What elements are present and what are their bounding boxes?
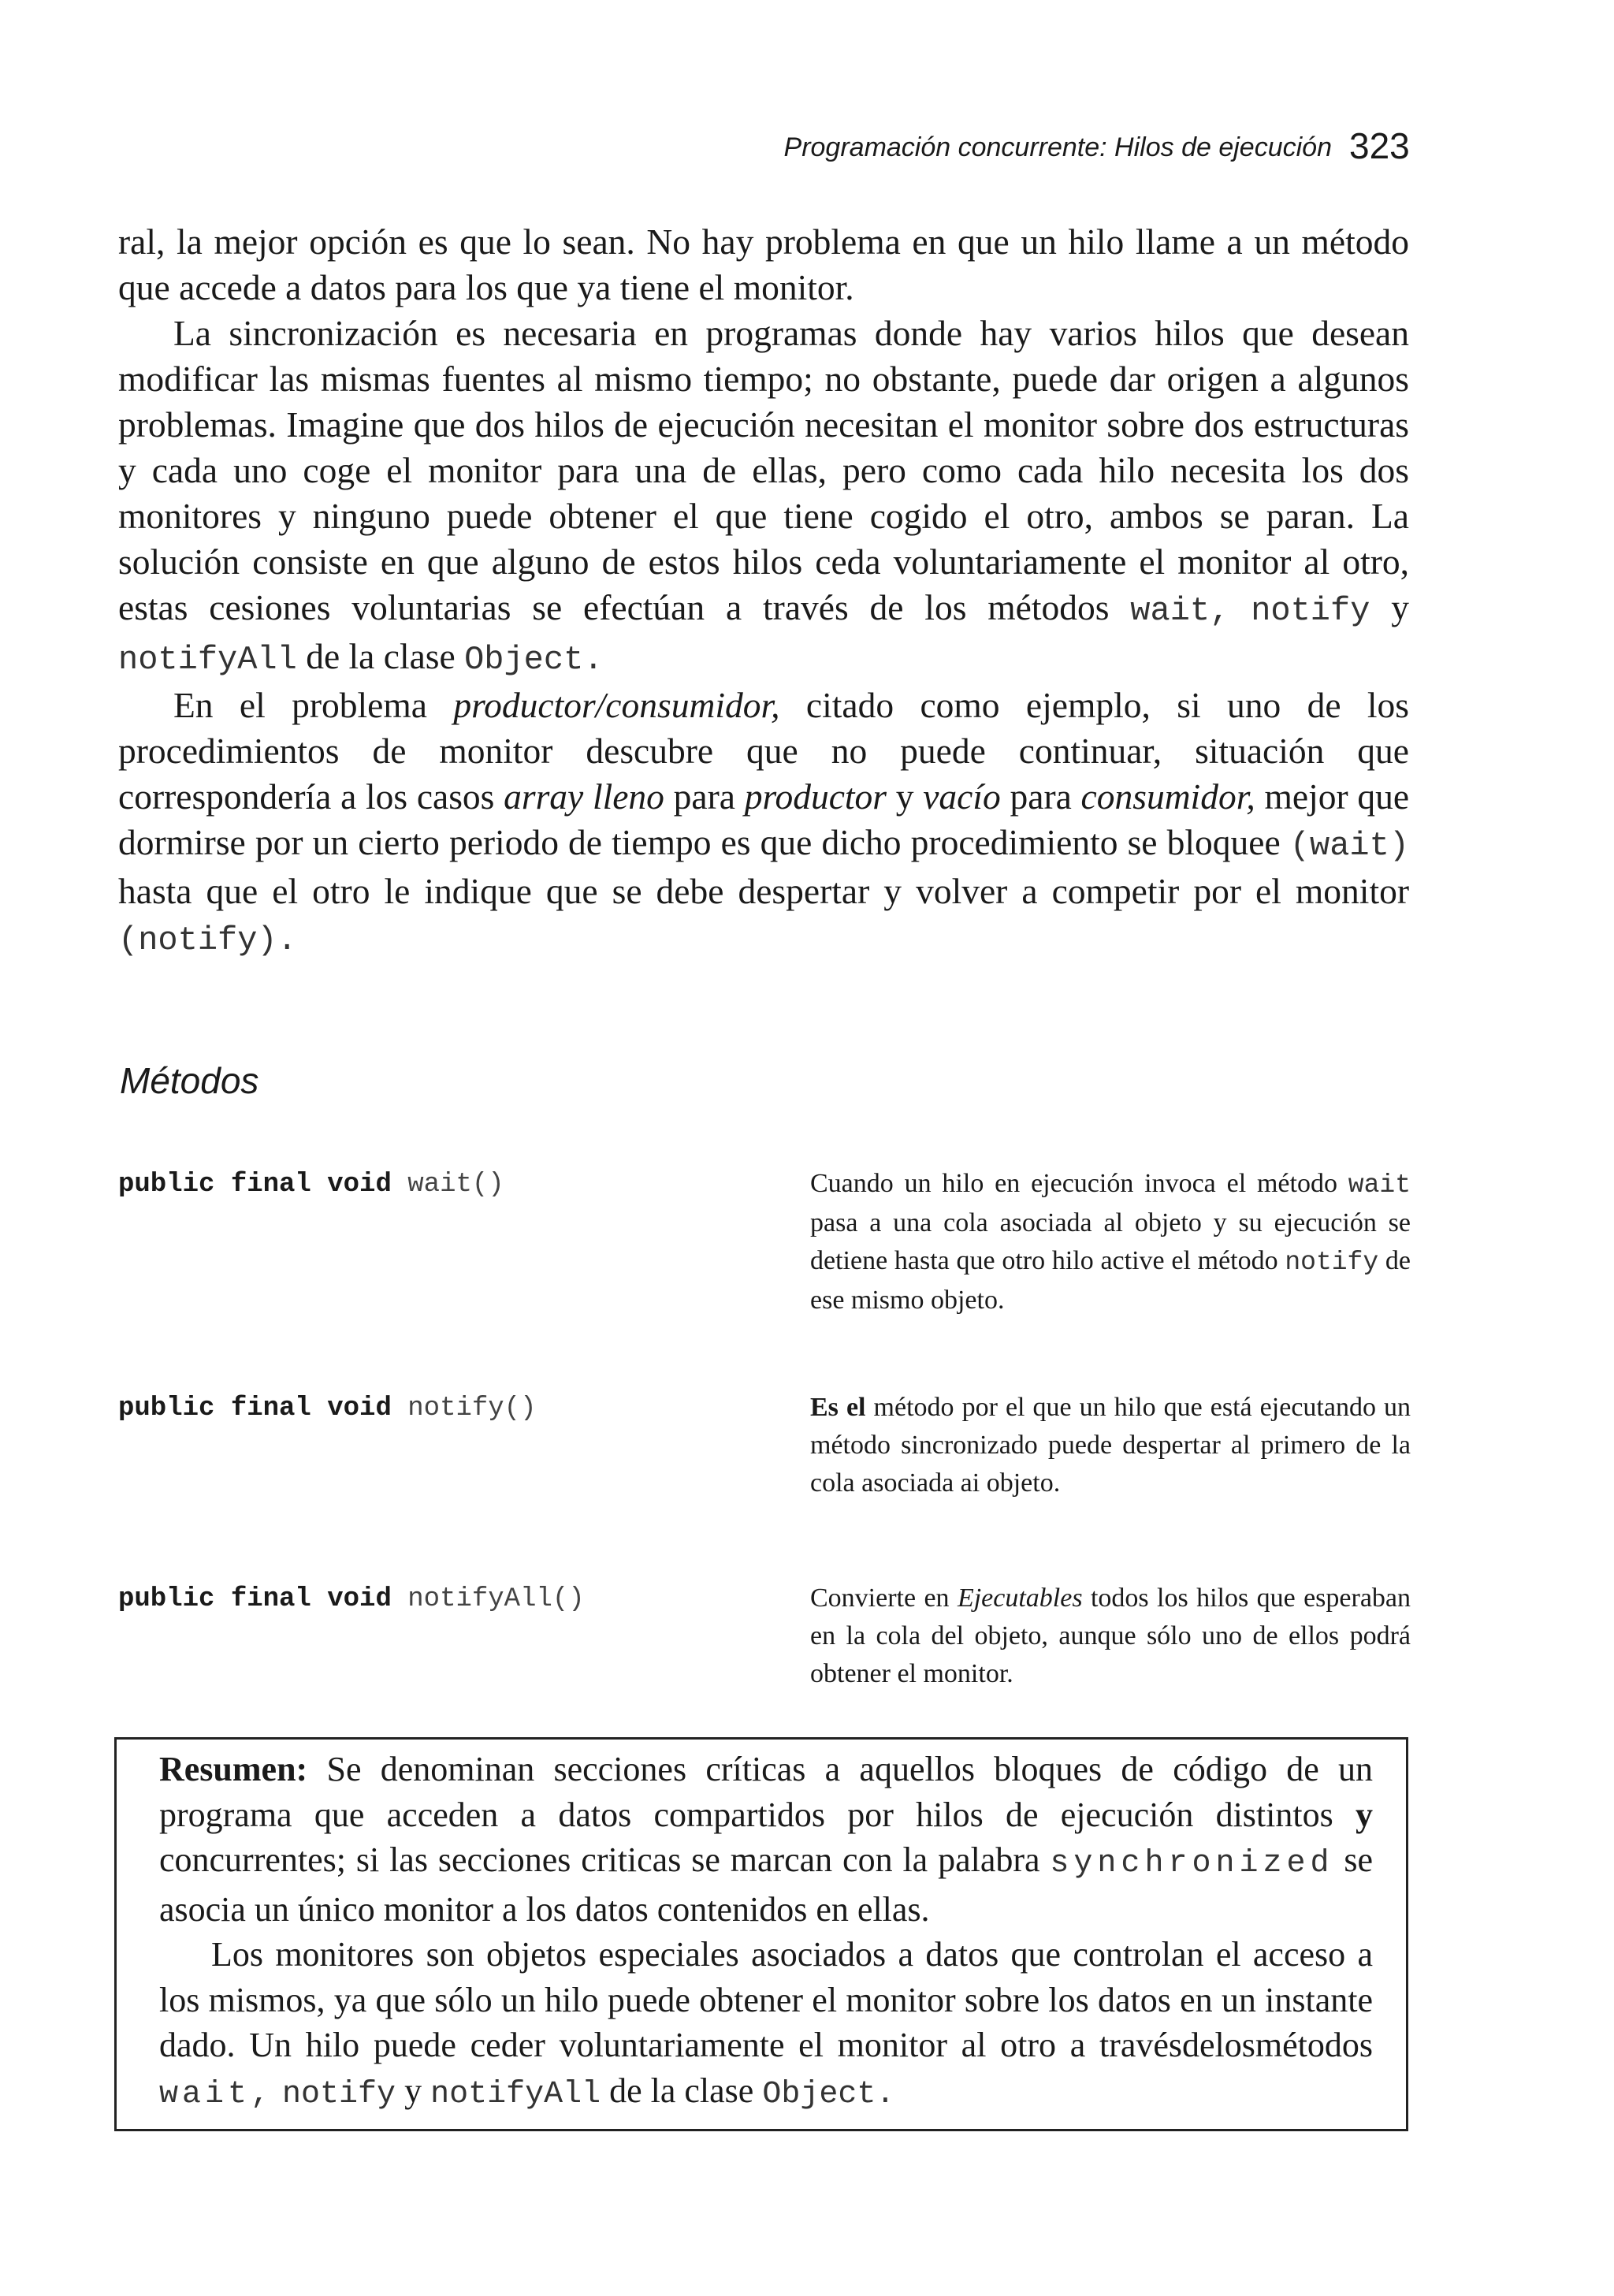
code-object: Object.: [762, 2076, 895, 2112]
summary-label: Resumen:: [159, 1750, 308, 1788]
text: Convierte en: [810, 1583, 950, 1613]
code-notify: notify: [1285, 1248, 1379, 1277]
text: hasta que el otro le indique que se debe despertar y volver a competir por el monitor: [118, 871, 1409, 911]
code-object: Object.: [464, 641, 604, 679]
method-name: wait(): [407, 1170, 504, 1200]
text: pasa a una cola asociada al objeto y su ejecución se detiene hasta que otro hilo active el método: [810, 1208, 1411, 1275]
code-notify: (notify).: [118, 921, 297, 959]
section-heading: Métodos: [120, 1060, 259, 1101]
conjunction: y: [404, 2071, 422, 2110]
method-signature-notifyall: [118, 1584, 585, 1614]
emphasis: productor: [744, 776, 887, 817]
emphasis: consumidor,: [1080, 776, 1255, 817]
text: mejor que dormirse por un cierto periodo de tiempo es que dicho procedimiento se bloquee: [118, 776, 1410, 862]
text: concurrentes; si las secciones criticas se marcan con la palabra: [159, 1840, 1040, 1879]
paragraph-2-text: La sincronización es necesaria en programas donde hay varios hilos que desean modificar las mismas fuentes al mismo tiempo; no obstante, puede dar origen a algunos problemas. Imagine que dos hilos de ejecución necesitan el monitor sobre dos estructuras y cada uno coge el monitor para una de ellas, pero como cada hilo necesita los dos monitores y ninguno puede obtener el que tiene cogido el otro, ambos se paran. La solución consiste en que alguno de estos hilos ceda voluntariamente el monitor al otro, estas cesiones voluntarias se efectúan a través de los métodos: [118, 313, 1409, 627]
conjunction: y: [1356, 1795, 1373, 1834]
text: de la clase: [609, 2071, 754, 2110]
method-modifiers: public final void: [118, 1170, 392, 1200]
emphasis: productor/consumidor,: [453, 685, 780, 725]
method-description-notifyall: [810, 1580, 1411, 1693]
code-wait: wait: [1348, 1170, 1411, 1200]
code-notify: notify: [1251, 592, 1370, 630]
code-notifyall: notifyAll: [430, 2076, 601, 2112]
emphasis: array lleno: [504, 776, 664, 817]
text: En el problema: [173, 685, 427, 725]
body-text: [118, 219, 1409, 963]
method-name: notifyAll(): [407, 1584, 585, 1614]
paragraph-3: [118, 683, 1409, 963]
running-header-title: Programación concurrente: Hilos de ejecución: [783, 132, 1332, 162]
text: método por el que un hilo que está ejecutando un método sincronizado puede despertar al primero de la cola asociada ai objeto.: [810, 1393, 1411, 1498]
method-modifiers: public final void: [118, 1584, 392, 1614]
page-number: 323: [1349, 125, 1410, 166]
code-notifyall: notifyAll: [118, 641, 297, 679]
text-de-la-clase: de la clase: [306, 636, 456, 676]
method-modifiers: public final void: [118, 1394, 392, 1423]
text: Se denominan secciones críticas a aquellos bloques de código de un programa que acceden a datos compartidos por hilos de ejecución distintos: [159, 1750, 1374, 1834]
conjunction: y: [1391, 587, 1410, 627]
summary-paragraph-1: [159, 1747, 1373, 1932]
text: y: [895, 776, 914, 817]
emphasis: Ejecutables: [957, 1583, 1083, 1613]
summary-text: [159, 1747, 1373, 2117]
code-synchronized: synchronized: [1050, 1846, 1334, 1881]
text: Los monitores son objetos especiales asociados a datos que controlan el acceso a los mismos, ya que sólo un hilo puede obtener el monitor sobre los datos en un instante dado. Un hilo puede ceder voluntariamente el monitor al otro a travésdelosmétodos: [159, 1935, 1373, 2064]
method-signature-wait: [118, 1170, 504, 1200]
text: todos los hilos que esperaban en la cola del objeto, aunque sólo uno de ellos podrá obtener el monitor.: [810, 1583, 1411, 1688]
summary-paragraph-2: [159, 1932, 1373, 2117]
code-wait: wait,: [1130, 592, 1230, 630]
text: para: [1010, 776, 1072, 817]
text: de ese mismo objeto.: [810, 1246, 1411, 1315]
paragraph-1: ral, la mejor opción es que lo sean. No hay problema en que un hilo llame a un método que accede a datos para los que ya tiene el monitor.: [118, 221, 1409, 307]
text: para: [673, 776, 735, 817]
method-name: notify(): [407, 1394, 537, 1423]
code-wait: wait,: [159, 2076, 274, 2112]
emphasis: Es el: [810, 1393, 866, 1422]
paragraph-2: [118, 311, 1409, 683]
text: citado como ejemplo, si uno de los procedimientos de monitor descubre que no puede continuar, situación que correspondería a los casos: [118, 685, 1410, 817]
emphasis: vacío: [923, 776, 1001, 817]
code-notify: notify: [282, 2076, 396, 2112]
code-wait: (wait): [1289, 827, 1410, 865]
method-description-wait: [810, 1165, 1411, 1319]
text: se asocia un único monitor a los datos contenidos en ellas.: [159, 1840, 1373, 1929]
method-signature-notify: [118, 1394, 537, 1423]
text: Cuando un hilo en ejecución invoca el método: [810, 1169, 1337, 1198]
method-description-notify: [810, 1389, 1411, 1502]
